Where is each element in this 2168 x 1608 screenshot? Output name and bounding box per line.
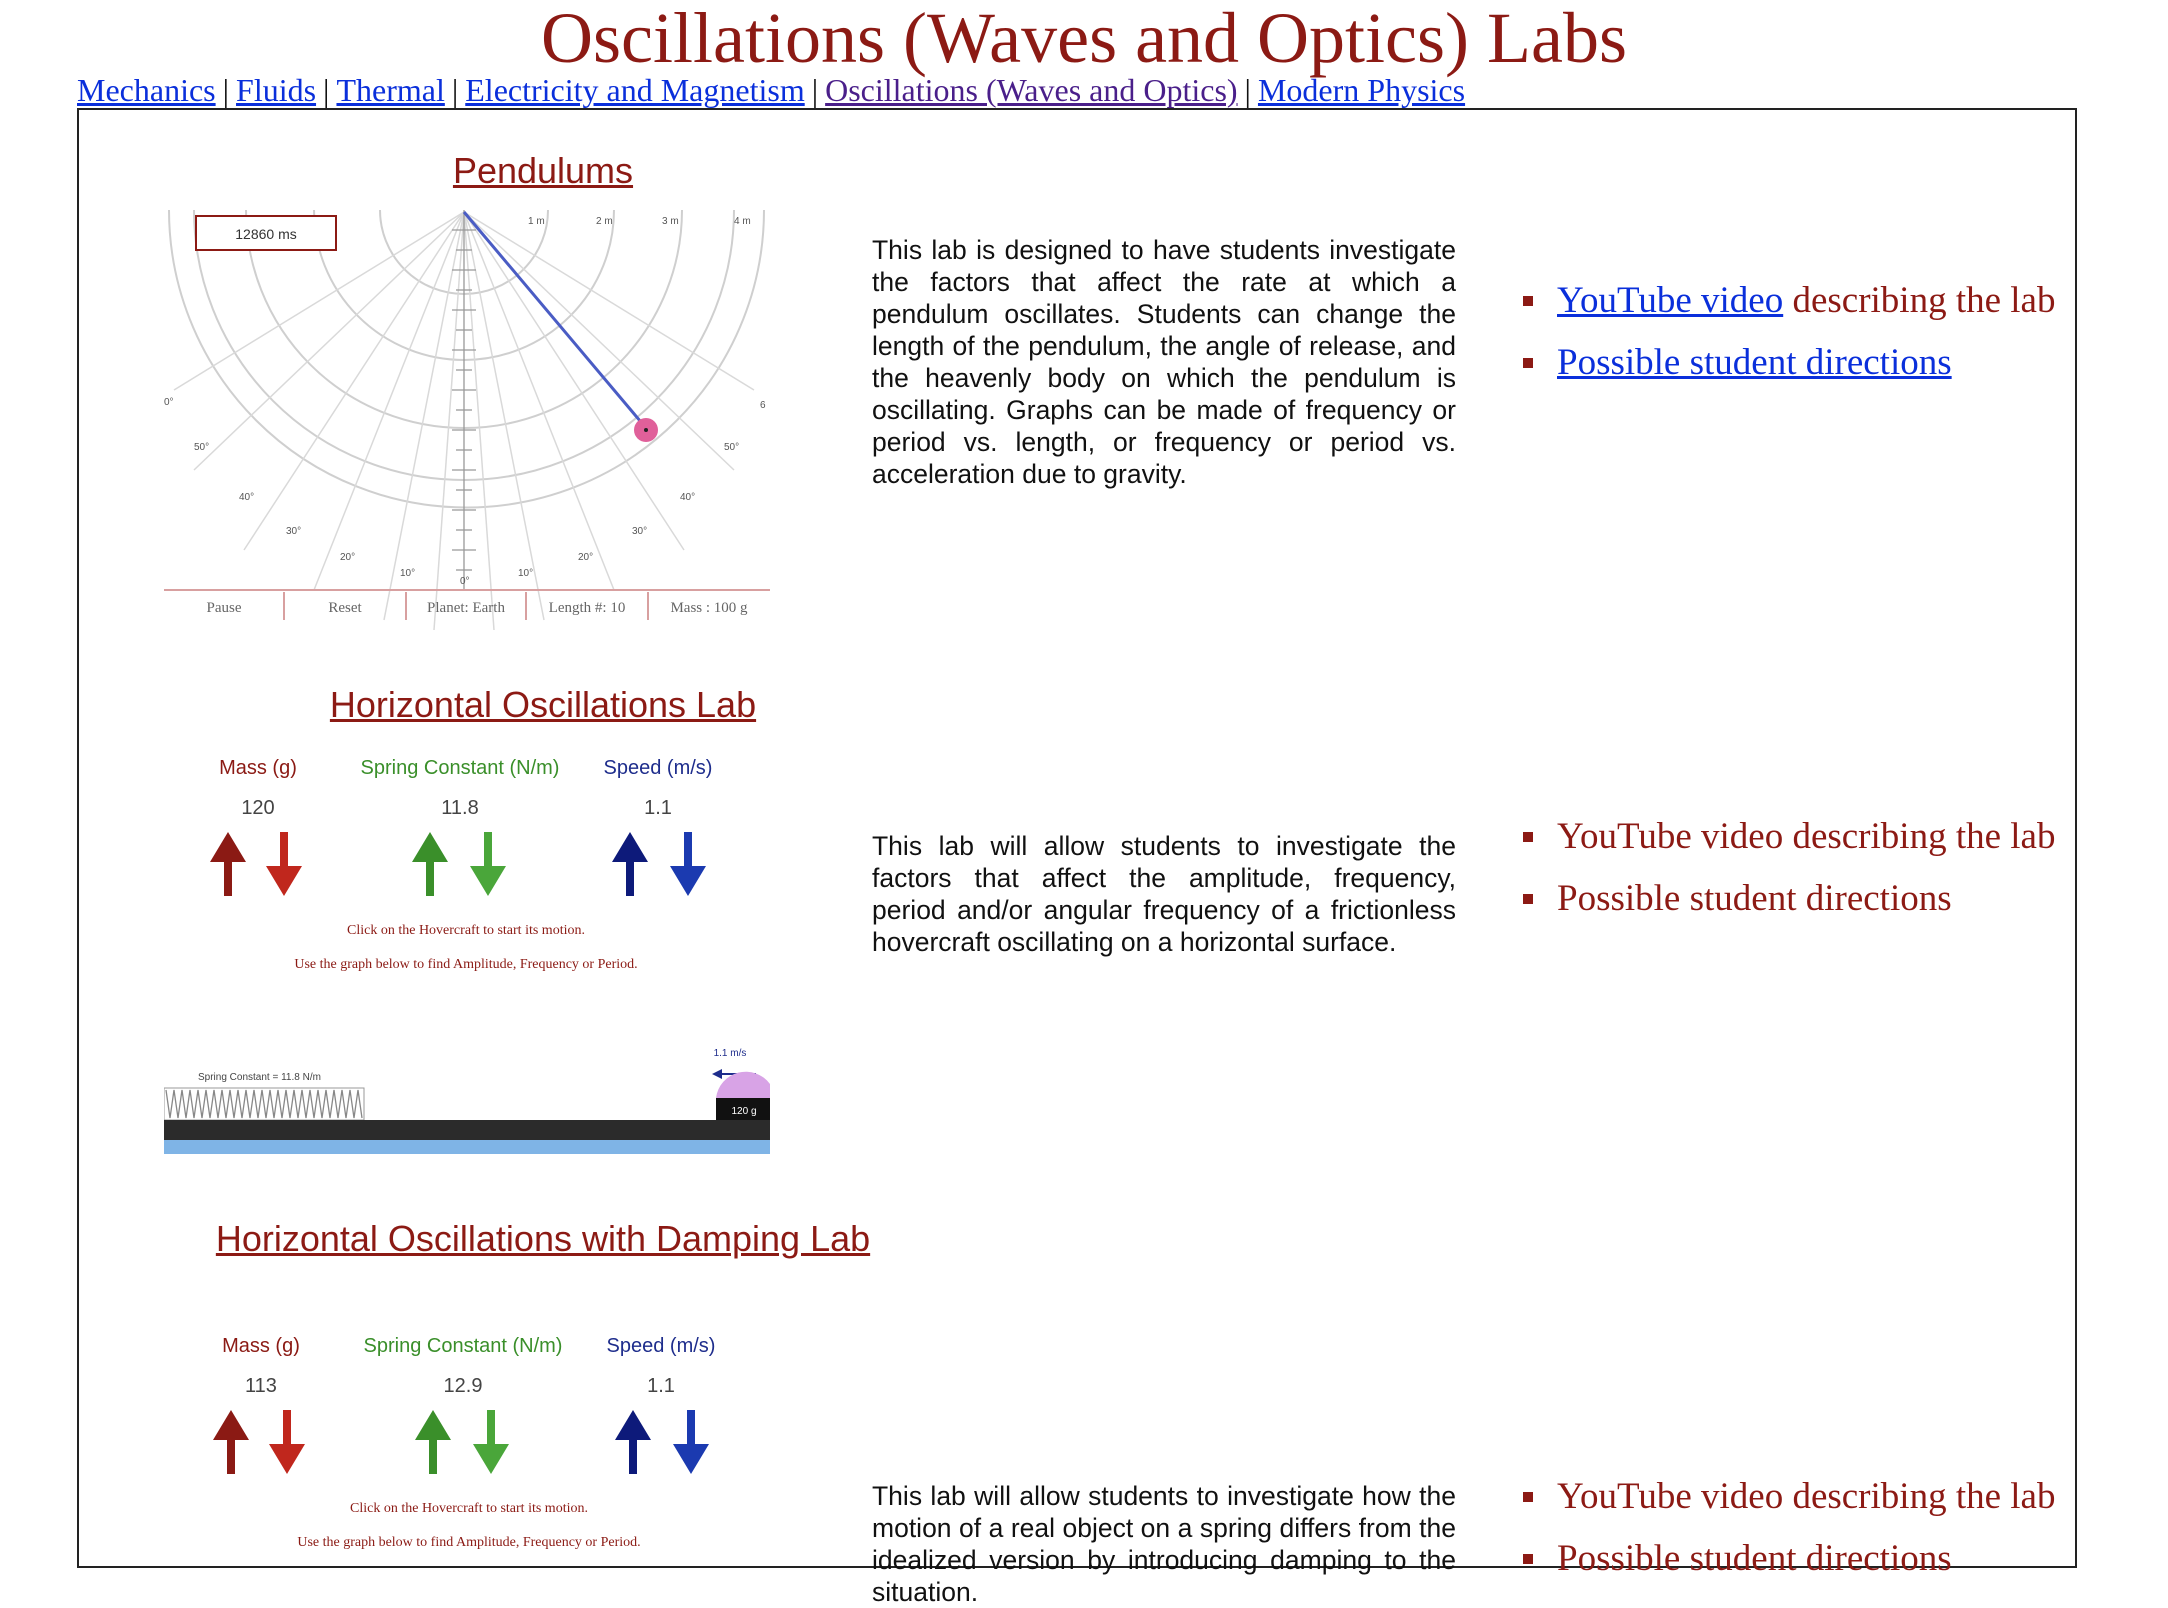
angle-label: 50° <box>724 442 740 453</box>
length-label: 4 m <box>734 216 751 227</box>
speed-caption: 1.1 m/s <box>713 1048 747 1059</box>
nav-separator: | <box>451 72 459 108</box>
spring-constant-value: 11.8 <box>441 797 479 819</box>
mass-label: Mass (g) <box>222 1335 300 1357</box>
labs-table <box>77 108 2077 1607</box>
resource-item-video <box>1521 280 2081 322</box>
spring-constant-label: Spring Constant (N/m) <box>363 1335 563 1357</box>
lab-description: This lab is designed to have students investigate the factors that affect the rate at which a pendulum oscillates. Students can change the length of the pendulum, the angle of release, and the heavenly body on which the pendulum is oscillating. Graphs can be made of frequency or period vs. length, or frequency or period vs. acceleration due to gravity. <box>872 235 1456 489</box>
instruction-text: Use the graph below to find Amplitude, Frequency or Period. <box>297 1535 641 1550</box>
pendulum-string <box>464 212 646 428</box>
lab-description: This lab will allow students to investigate the factors that affect the amplitude, frequency, period and/or angular frequency of a frictionless hovercraft oscillating on a horizontal surface. <box>872 831 1456 957</box>
instruction-text: Click on the Hovercraft to start its motion. <box>350 1501 588 1516</box>
angle-label: 10° <box>518 568 534 579</box>
timer-readout: 12860 ms <box>235 226 297 242</box>
speed-label: Speed (m/s) <box>606 1335 716 1357</box>
spring-caption: Spring Constant = 11.8 N/m <box>198 1072 321 1083</box>
track-base <box>164 1140 770 1154</box>
category-nav <box>77 70 1465 110</box>
lab-resource-links <box>1521 1476 2081 1600</box>
hovercraft-mass-label: 120 g <box>731 1106 757 1117</box>
angle-label: 20° <box>578 552 594 563</box>
lab-resource-links <box>1521 280 2081 404</box>
nav-separator: | <box>1244 72 1251 108</box>
student-directions-link[interactable]: Possible student directions <box>1557 342 1952 383</box>
resource-item-directions <box>1521 878 2081 920</box>
mass-down-arrow-icon[interactable] <box>269 1410 305 1474</box>
spring-down-arrow-icon[interactable] <box>473 1410 509 1474</box>
nav-link-fluids[interactable]: Fluids <box>236 72 317 108</box>
mass-value: 113 <box>245 1375 277 1397</box>
instruction-text: Use the graph below to find Amplitude, Frequency or Period. <box>294 957 638 972</box>
spring-up-arrow-icon[interactable] <box>412 832 448 896</box>
speed-down-arrow-icon[interactable] <box>673 1410 709 1474</box>
nav-link-modern-physics[interactable]: Modern Physics <box>1257 72 1466 108</box>
lab-description: This lab will allow students to investigate how the motion of a real object on a spring differs from the idealized version by introducing damping to the situation. <box>872 1481 1456 1607</box>
reset-button[interactable]: Reset <box>328 600 362 616</box>
pause-button[interactable]: Pause <box>206 600 242 616</box>
mass-label: Mass (g) <box>219 757 297 779</box>
pendulum-sim-image <box>164 210 770 730</box>
spring-coil <box>164 1088 364 1120</box>
damping-sim-image <box>164 1332 770 1552</box>
angle-label: 30° <box>286 526 302 537</box>
speed-value: 1.1 <box>647 1375 675 1397</box>
damping-thumbnail[interactable] <box>164 1332 770 1552</box>
spring-constant-label: Spring Constant (N/m) <box>360 757 560 779</box>
student-directions-text: Possible student directions <box>1557 878 1952 919</box>
bullet-icon <box>1523 1554 1533 1564</box>
length-label: 2 m <box>596 216 613 227</box>
speed-label: Speed (m/s) <box>603 757 713 779</box>
speed-up-arrow-icon[interactable] <box>612 832 648 896</box>
length-selector[interactable]: Length #: 10 <box>548 600 626 616</box>
nav-separator: | <box>811 72 819 108</box>
speed-down-arrow-icon[interactable] <box>670 832 706 896</box>
mass-up-arrow-icon[interactable] <box>213 1410 249 1474</box>
speed-value: 1.1 <box>644 797 672 819</box>
angle-label: 30° <box>632 526 648 537</box>
speed-up-arrow-icon[interactable] <box>615 1410 651 1474</box>
hovercraft-sim-image <box>164 754 770 1174</box>
length-label: 3 m <box>662 216 679 227</box>
pendulum-thumbnail[interactable] <box>164 210 770 730</box>
mass-selector[interactable]: Mass : 100 g <box>670 600 748 616</box>
nav-separator: | <box>222 72 230 108</box>
hovercraft-thumbnail[interactable] <box>164 754 770 1174</box>
planet-selector[interactable]: Planet: Earth <box>427 600 505 616</box>
lab-resource-links <box>1521 816 2081 940</box>
student-directions-text: Possible student directions <box>1557 1538 1952 1579</box>
mass-down-arrow-icon[interactable] <box>266 832 302 896</box>
nav-link-oscillations[interactable]: Oscillations (Waves and Optics) <box>825 72 1238 108</box>
mass-up-arrow-icon[interactable] <box>210 832 246 896</box>
nav-separator: | <box>323 72 330 108</box>
angle-label: 10° <box>400 568 416 579</box>
length-label: 1 m <box>528 216 545 227</box>
bullet-icon <box>1523 296 1533 306</box>
angle-label: 20° <box>340 552 356 563</box>
spring-constant-value: 12.9 <box>443 1375 483 1397</box>
mass-value: 120 <box>241 797 275 819</box>
hovercraft[interactable] <box>716 1072 770 1120</box>
lab-title-link[interactable]: Pendulums <box>452 150 634 191</box>
track-surface <box>164 1120 770 1140</box>
bullet-icon <box>1523 358 1533 368</box>
youtube-video-text: YouTube video describing the lab <box>1557 816 2056 857</box>
resource-item-video <box>1521 816 2081 858</box>
youtube-video-link[interactable]: YouTube video <box>1557 280 1784 321</box>
nav-link-mechanics[interactable]: Mechanics <box>77 72 216 108</box>
nav-link-thermal[interactable]: Thermal <box>336 72 445 108</box>
bullet-icon <box>1523 832 1533 842</box>
angle-label: 40° <box>680 492 696 503</box>
nav-link-electricity-magnetism[interactable]: Electricity and Magnetism <box>465 72 805 108</box>
angle-label: 0° <box>164 397 174 408</box>
resource-item-directions <box>1521 342 2081 384</box>
link-suffix-text: describing the lab <box>1783 280 2056 321</box>
angle-label: 40° <box>239 492 255 503</box>
instruction-text: Click on the Hovercraft to start its motion. <box>347 923 585 938</box>
resource-item-video <box>1521 1476 2081 1518</box>
youtube-video-text: YouTube video describing the lab <box>1557 1476 2056 1517</box>
page-title: Oscillations (Waves and Optics) Labs <box>541 0 1627 78</box>
spring-down-arrow-icon[interactable] <box>470 832 506 896</box>
lab-title-link[interactable]: Horizontal Oscillations Lab <box>329 684 757 725</box>
lab-title-link[interactable]: Horizontal Oscillations with Damping Lab <box>215 1218 871 1259</box>
spring-up-arrow-icon[interactable] <box>415 1410 451 1474</box>
angle-label: 0° <box>460 576 470 587</box>
resource-item-directions <box>1521 1538 2081 1580</box>
bullet-icon <box>1523 1492 1533 1502</box>
angle-label: 50° <box>194 442 210 453</box>
bullet-icon <box>1523 894 1533 904</box>
angle-label: 6 <box>760 400 766 411</box>
